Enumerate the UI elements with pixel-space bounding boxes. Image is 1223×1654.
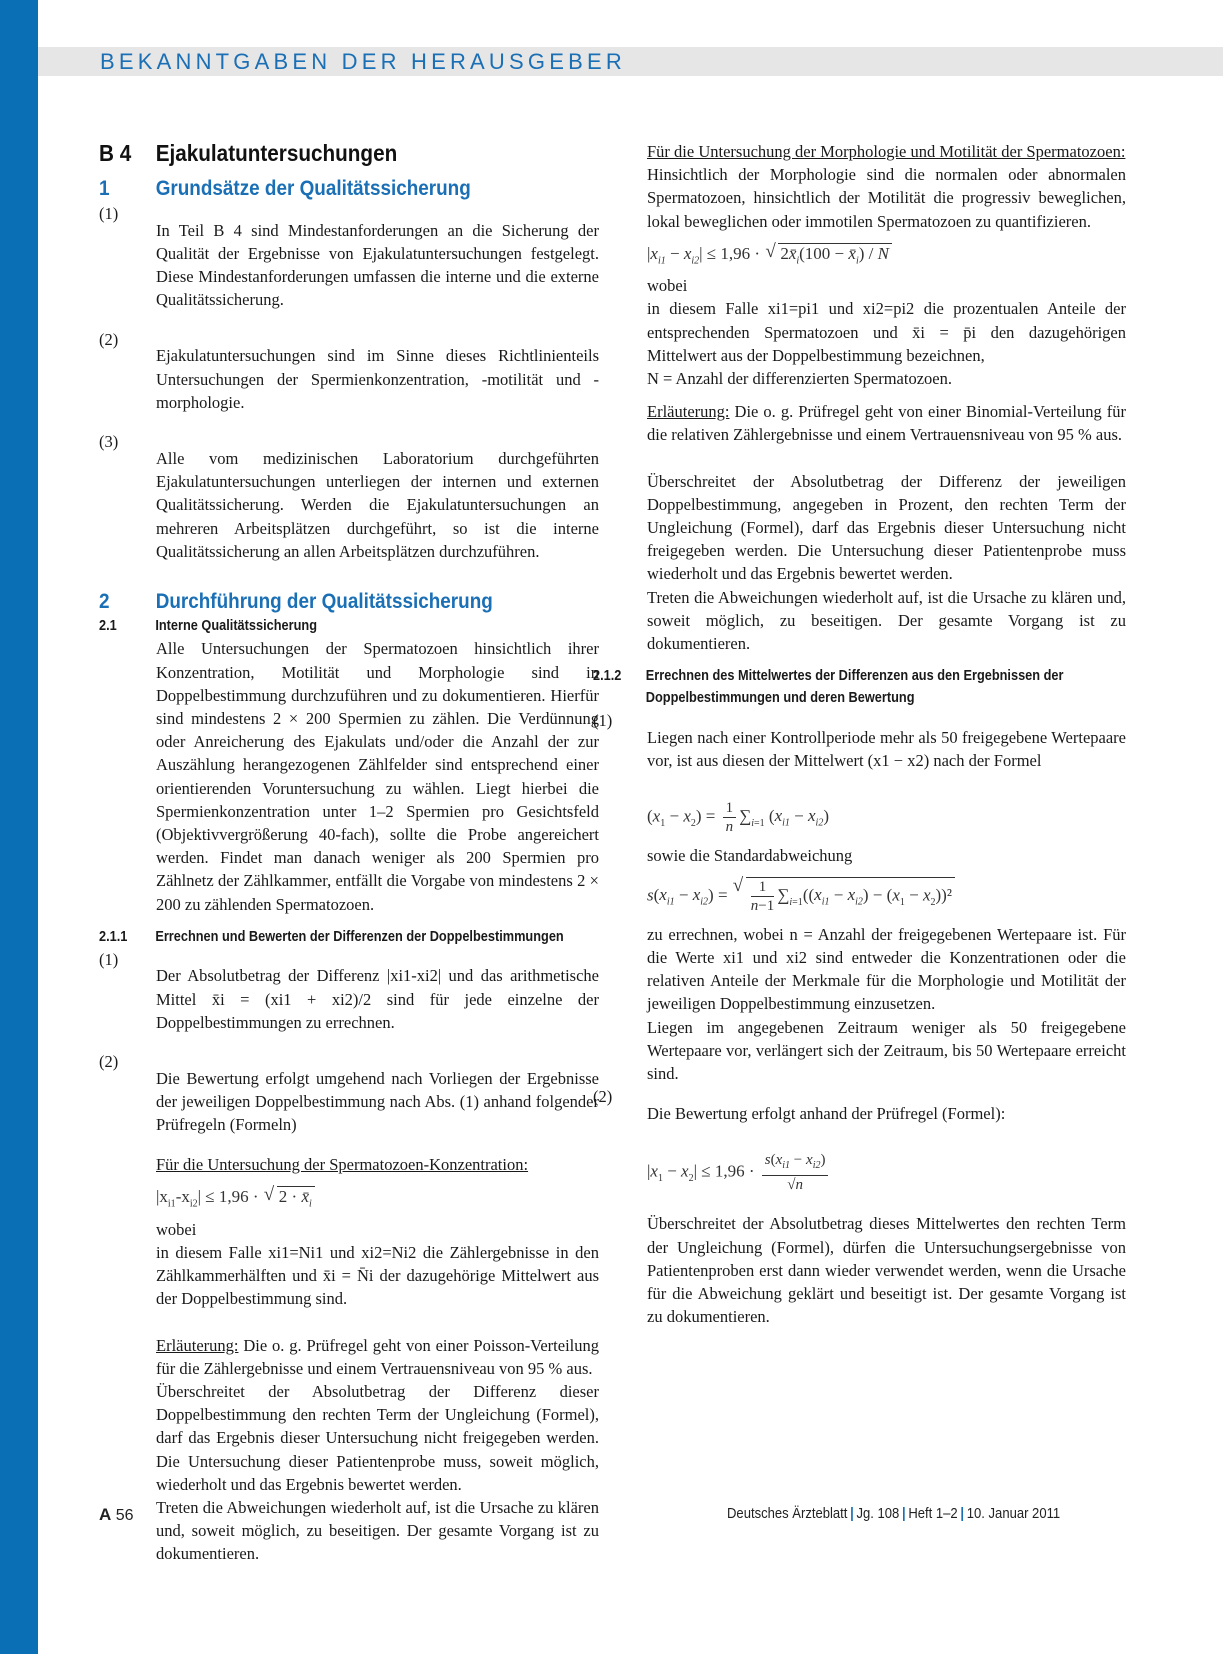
section-header: BEKANNTGABEN DER HERAUSGEBER (100, 49, 626, 74)
list-item (99, 948, 599, 1051)
item-text: Liegen nach einer Kontrollperiode mehr als 50 freigegebene Wertepaare vor, ist aus diesen der Mittelwert (x1 − x2) nach der Formel (647, 727, 1126, 770)
morphology-text: Hinsichtlich der Morphologie sind die normalen oder abnormalen Spermatozoen, hinsichtlich der Motilität die progressiv beweglichen, lokal beweglichen oder immotilen Spermatozoen zu quantifizieren. (647, 165, 1126, 231)
item-text: Alle vom medizinischen Laboratorium durchgeführten Ejakulatuntersuchungen unterliegen der internen und externen Qualitätssicherung. Werden die Ejakulatuntersuchungen an mehreren Arbeitsplätzen durchgeführt, so ist die interne Qualitätssicherung an allen Arbeitsplätzen durchzuführen. (156, 448, 599, 561)
explanation-paragraph (627, 400, 1126, 446)
item-text: In Teil B 4 sind Mindestanforderungen an die Sicherung der Qualität der Ergebnisse von Ejakulatuntersuchungen festgelegt. Diese Mindestanforderungen umfassen die interne und die externe Qualitätssicherung. (156, 220, 599, 310)
journal-footer: Deutsches Ärzteblatt | Jg. 108 | Heft 1–2 | 10. Januar 2011 (726, 1506, 1060, 1522)
item-text: Ejakulatuntersuchungen sind im Sinne dieses Richtlinienteils Untersuchungen der Spermienkonzentration, -motilität und -morphologie. (156, 346, 599, 412)
explanation-label: Erläuterung: (647, 402, 730, 422)
concentration-where-text: in diesem Falle xi1=Ni1 und xi2=Ni2 die Zählergebnisse in den Zählkammerhälften und x̄i = N̄i der dazugehörige Mittelwert aus der Doppelbestimmung sind. (156, 1242, 599, 1309)
morphology-where-text: in diesem Falle xi1=pi1 und xi2=pi2 die prozentualen Anteile der entsprechenden Spermatozoen und x̄i = p̄i den dazugehörigen Mittelwert aus der Doppelbestimmung bezeichnen, (647, 299, 1126, 365)
explanation-text: Die o. g. Prüfregel geht von einer Poisson-Verteilung für die Zählergebnisse und einem Vertrauensniveau von 95 % aus. (156, 1335, 599, 1378)
journal-volume: Jg. 108 (856, 1506, 900, 1522)
subsection-title-text: Errechnen und Bewerten der Differenzen der Doppelbestimmungen (155, 928, 564, 945)
chapter-title-text: Ejakulatuntersuchungen (155, 140, 398, 166)
section-1-title-text: Grundsätze der Qualitätssicherung (155, 177, 471, 200)
subsection-title-text: Interne Qualitätssicherung (155, 618, 317, 635)
subsection-2-1-2-title (593, 665, 1089, 709)
evaluation-formula: $|x_1 - x_2| \le 1,96$ · $\frac{s(x_{i1} - x_{i2})}{√n}$ (647, 1151, 1126, 1194)
item-number: (1) (593, 711, 613, 731)
subsection-number: 2.1.2 (593, 668, 622, 685)
subsection-title-text: Errechnen des Mittelwertes der Differenzen aus den Ergebnissen der Doppelbestimmungen und deren Bewertung (645, 668, 1064, 707)
sowie-text: sowie die Standardabweichung (647, 845, 853, 865)
final-text: Überschreitet der Absolutbetrag dieses Mittelwertes den rechten Term der Ungleichung (Formel), dürfen die Untersuchungsergebnisse von Patientenproben erst dann wieder verwendet werden, wenn die Ursache für die Abweichung geklärt und beseitigt ist. Der gesamte Vorgang ist zu dokumentieren. (647, 1214, 1126, 1327)
journal-name: Deutsches Ärzteblatt (726, 1506, 848, 1522)
list-item (593, 1085, 1126, 1141)
page-prefix: A (99, 1505, 112, 1524)
item-number: (2) (593, 1087, 613, 1107)
wobei-text: wobei (156, 1219, 197, 1239)
fewer-pairs-text: Liegen im angegebenen Zeitraum weniger als 50 freigegebene Wertepaare vor, verlängert sich der Zeitraum, bis 50 Wertepaare erreicht sind. (647, 1017, 1126, 1084)
item-text: Der Absolutbetrag der Differenz |xi1-xi2| und das arithmetische Mittel x̄i = (xi1 + xi2)/2 sind für jede einzelne der Doppelbestimmungen zu errechnen. (156, 966, 599, 1032)
explanation-paragraph (99, 1334, 599, 1380)
item-text: Die Bewertung erfolgt anhand der Prüfregel (Formel): (647, 1103, 1006, 1123)
repeat-text: Treten die Abweichungen wiederholt auf, ist die Ursache zu klären und, soweit möglich, zu beseitigen. Der gesamte Vorgang ist zu dokumentieren. (647, 587, 1126, 654)
list-item (593, 709, 1126, 788)
morphology-n-text: N = Anzahl der differenzierten Spermatozoen. (647, 369, 952, 389)
explanation-text: Die o. g. Prüfregel geht von einer Binomial-Verteilung für die relativen Zählergebnisse und einem Vertrauensniveau von 95 % aus. (647, 402, 1126, 445)
section-2-title (99, 589, 549, 615)
journal-date: 10. Januar 2011 (966, 1506, 1060, 1522)
concentration-formula: $|x_{i1}-x_{i2}| \le 1,96$ · √ $2 \cdot x̄_i$ (156, 1186, 599, 1209)
journal-issue: Heft 1–2 (908, 1506, 958, 1522)
subsection-2-1-title (99, 615, 596, 637)
mean-formula: $(x_1 - x_2)$ = $\frac{1}{n}$ $\sum_{i=1}$ $(x_{i1} - x_{i2})$ (647, 799, 829, 835)
subsection-2-1-text: Alle Untersuchungen der Spermatozoen hinsichtlich ihrer Konzentration, Motilität und Morphologie sind in Doppelbestimmung durchzuführen und zu dokumentieren. Hierfür sind mindestens 2 × 200 Spermien zu zählen. Die Verdünnung oder Anreicherung des Ejakulats und/oder die Anzahl der zur Auszählung herangezogenen Zählfelder sind entsprechend einer orientierenden Voruntersuchung zu wählen. Liegt hierbei die Spermienkonzentration unter 1–2 Spermien pro Gesichtsfeld (Objektivvergrößerung 40-fach), sollte die Probe angereichert werden. Findet man danach weniger als 200 Spermien pro Zählnetz der Zählkammer, entfällt die Vorgabe von mindestens 2 × 200 zu zählenden Spermatozoen. (156, 639, 599, 914)
list-item (99, 1050, 599, 1153)
chapter-number: B 4 (99, 140, 132, 166)
subsection-number: 2.1 (99, 618, 117, 635)
stddev-formula: $s(x_{i1} - x_{i2})$ = √ $\frac{1}{n-1}$ $\sum_{i=1}((x_{i1} - x_{i2}) - (x_1 - x_2))^2$ (647, 877, 1126, 915)
morphology-formula: $|x_{i1} - x_{i2}| \le 1,96$ · √ $2x̄_i(100$ − $x̄_i$) / N (647, 243, 1126, 266)
item-number: (2) (99, 329, 119, 349)
item-text: Die Bewertung erfolgt umgehend nach Vorliegen der Ergebnisse der jeweiligen Doppelbestimmung nach Abs. (1) anhand folgender Prüfregeln (Formeln) (156, 1068, 599, 1135)
page-num: 56 (115, 1507, 134, 1524)
item-number: (3) (99, 432, 119, 452)
page-number (99, 1505, 134, 1525)
left-accent-bar (0, 0, 38, 1654)
item-number: (1) (99, 204, 119, 223)
list-item (99, 328, 599, 431)
list-item (99, 202, 599, 328)
exceed-text: Überschreitet der Absolutbetrag der Differenz der jeweiligen Doppelbestimmung, angegeben in Prozent, den rechten Term der Ungleichung (Formel), darf das Ergebnis dieser Untersuchung nicht freigegeben werden. Die Untersuchung dieser Patientenprobe muss wiederholt und das Ergebnis bewertet werden. (647, 471, 1126, 584)
item-number: (2) (99, 1052, 119, 1072)
wobei-text: wobei (647, 276, 688, 296)
section-1-number: 1 (99, 177, 110, 200)
subsection-2-1-1-title (99, 926, 596, 948)
repeat-text: Treten die Abweichungen wiederholt auf, ist die Ursache zu klären und, soweit möglich, zu beseitigen. Der gesamte Vorgang ist zu dokumentieren. (156, 1497, 599, 1564)
item-number: (1) (99, 949, 119, 969)
section-2-number: 2 (99, 590, 110, 614)
morphology-heading: Für die Untersuchung der Morphologie und Motilität der Spermatozoen: (647, 142, 1126, 161)
subsection-number: 2.1.1 (99, 928, 128, 945)
explanation-label: Erläuterung: (156, 1335, 239, 1355)
concentration-heading: Für die Untersuchung der Spermatozoen-Konzentration: (156, 1155, 529, 1175)
chapter-title (99, 140, 549, 166)
section-2-title-text: Durchführung der Qualitätssicherung (155, 590, 493, 614)
right-column (593, 140, 1126, 1329)
list-item (99, 430, 599, 579)
calc-text: zu errechnen, wobei n = Anzahl der freigegebenen Wertepaare ist. Für die Werte xi1 und xi2 sind entweder die Konzentrationen oder die relativen Anteile der Merkmale für die Morphologie und Motilität der jeweiligen Doppelbestimmung einzusetzen. (647, 924, 1126, 1014)
exceed-text: Überschreitet der Absolutbetrag der Differenz dieser Doppelbestimmung den rechten Term der Ungleichung (Formel), darf das Ergebnis dieser Untersuchung nicht freigegeben werden. Die Untersuchung dieser Patientenprobe muss, soweit möglich, wiederholt und das Ergebnis bewertet werden. (156, 1381, 599, 1494)
section-1-title (99, 176, 549, 202)
left-column (99, 140, 599, 1566)
